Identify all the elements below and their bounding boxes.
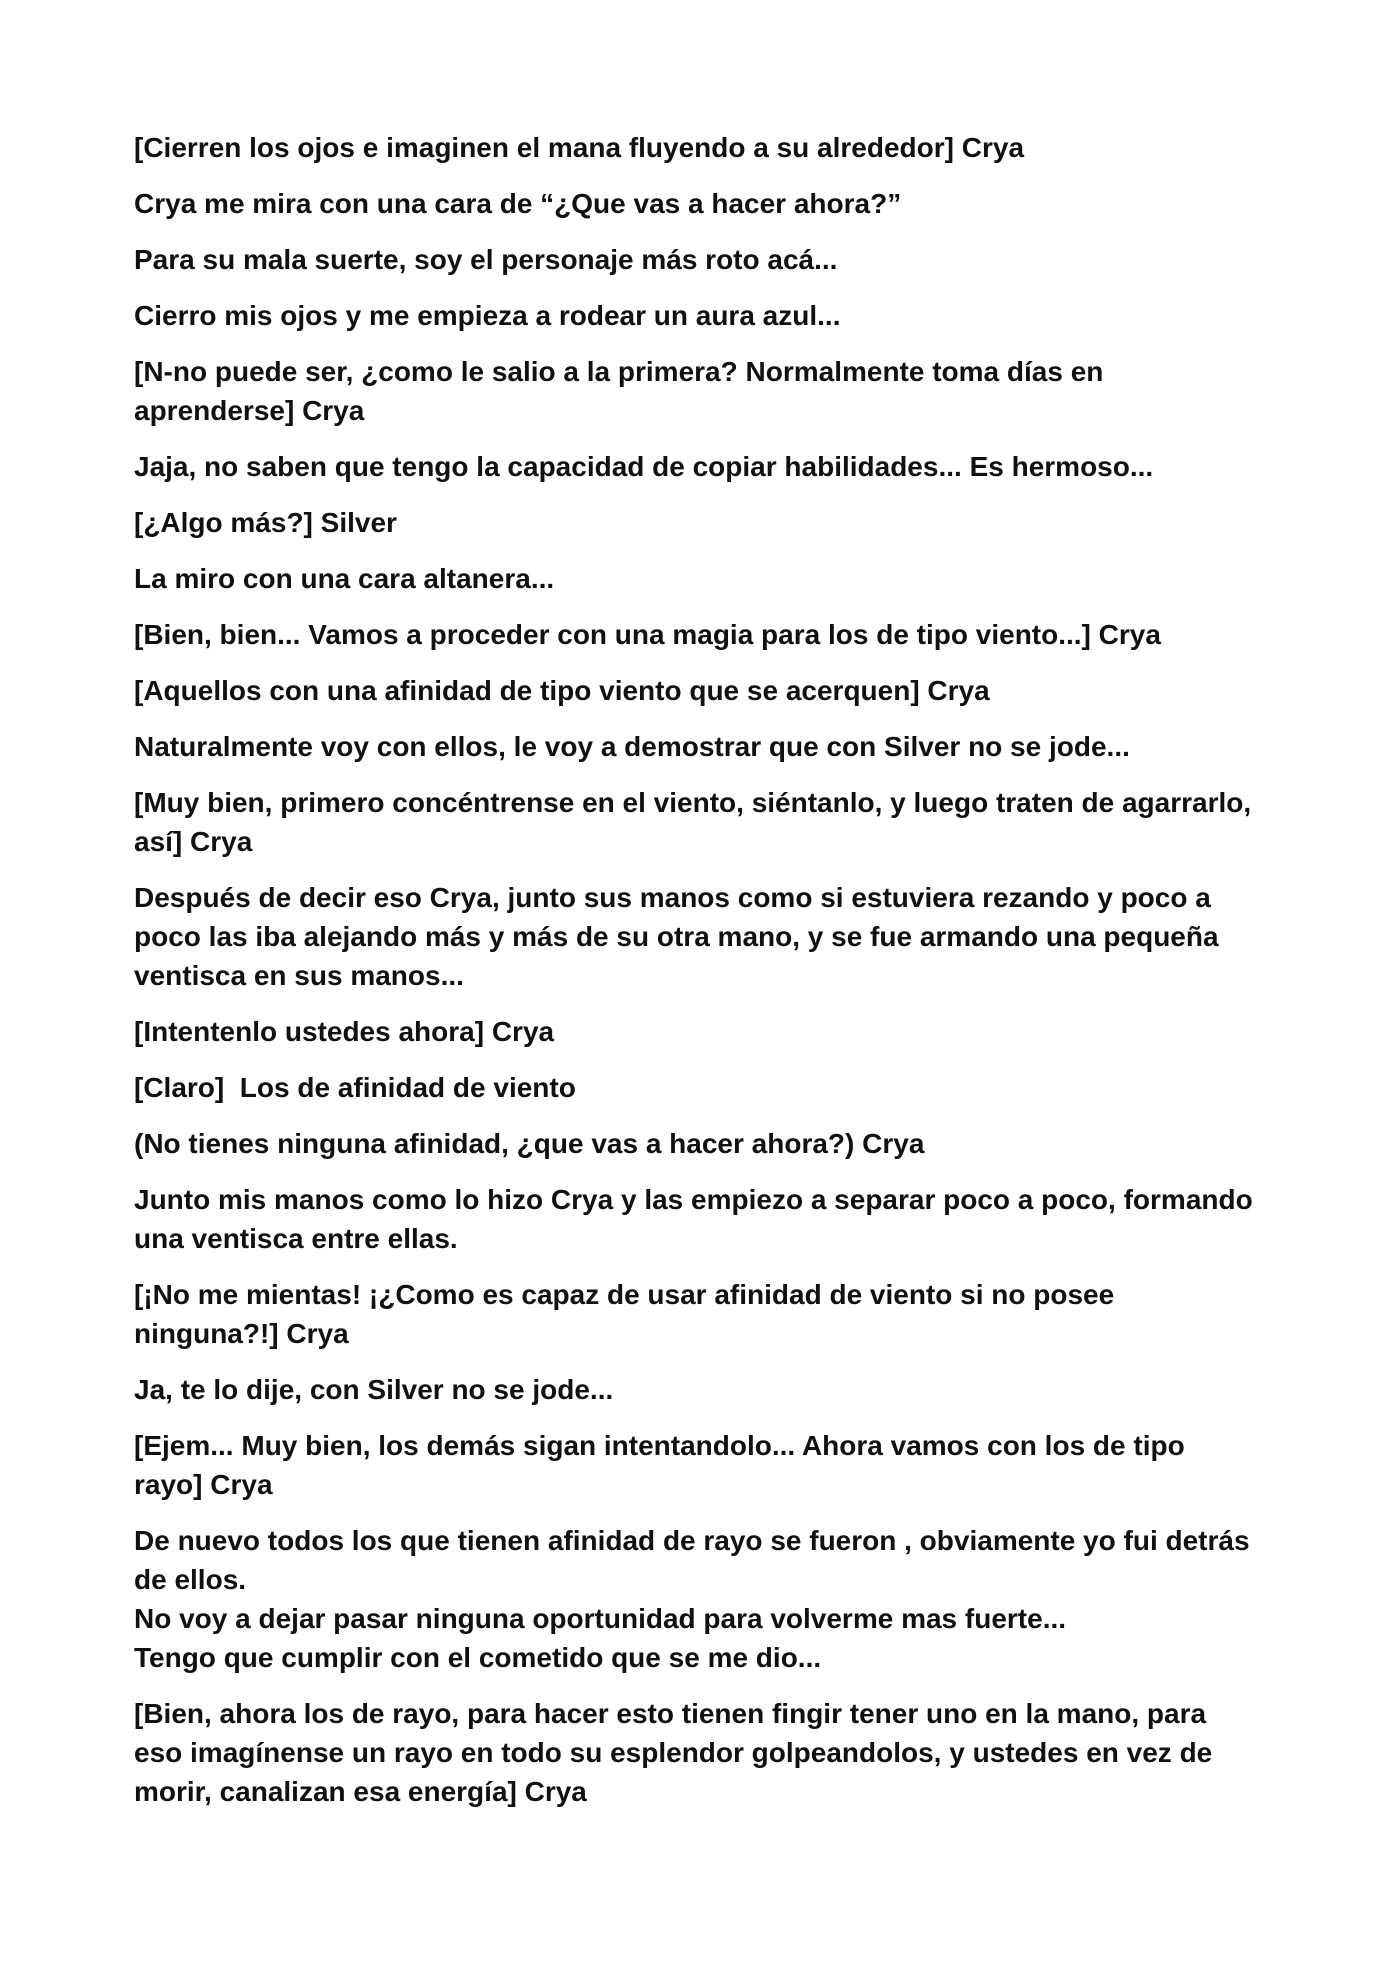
paragraph-18: [¡No me mientas! ¡¿Como es capaz de usar afinidad de viento si no posee ninguna?!] Crya <box>134 1279 1115 1349</box>
paragraph-14: [Intentenlo ustedes ahora] Crya <box>134 1016 555 1047</box>
paragraph-13: Después de decir eso Crya, junto sus manos como si estuviera rezando y poco a poco las iba alejando más y más de su otra mano, y se fue armando una pequeña ventisca en sus manos... <box>134 882 1219 991</box>
paragraph-17: Junto mis manos como lo hizo Crya y las empiezo a separar poco a poco, formando una ventisca entre ellas. <box>134 1184 1253 1254</box>
paragraph-16: (No tienes ninguna afinidad, ¿que vas a hacer ahora?) Crya <box>134 1128 925 1159</box>
paragraph-7: [¿Algo más?] Silver <box>134 507 397 538</box>
paragraph-6: Jaja, no saben que tengo la capacidad de copiar habilidades... Es hermoso... <box>134 451 1154 482</box>
paragraph-8: La miro con una cara altanera... <box>134 563 555 594</box>
document-body <box>134 128 1274 1828</box>
paragraph-20: [Ejem... Muy bien, los demás sigan intentandolo... Ahora vamos con los de tipo rayo] Crya <box>134 1430 1185 1500</box>
paragraph-4: Cierro mis ojos y me empieza a rodear un aura azul... <box>134 300 841 331</box>
paragraph-11: Naturalmente voy con ellos, le voy a demostrar que con Silver no se jode... <box>134 731 1130 762</box>
paragraph-10: [Aquellos con una afinidad de tipo viento que se acerquen] Crya <box>134 675 990 706</box>
paragraph-2: Crya me mira con una cara de “¿Que vas a hacer ahora?” <box>134 188 902 219</box>
paragraph-12: [Muy bien, primero concéntrense en el viento, siéntanlo, y luego traten de agarrarlo, así] Crya <box>134 787 1252 857</box>
paragraph-9: [Bien, bien... Vamos a proceder con una magia para los de tipo viento...] Crya <box>134 619 1161 650</box>
paragraph-1: [Cierren los ojos e imaginen el mana fluyendo a su alrededor] Crya <box>134 132 1025 163</box>
paragraph-3: Para su mala suerte, soy el personaje más roto acá... <box>134 244 838 275</box>
paragraph-19: Ja, te lo dije, con Silver no se jode... <box>134 1374 614 1405</box>
paragraph-21: De nuevo todos los que tienen afinidad de rayo se fueron , obviamente yo fui detrás de ellos. No voy a dejar pasar ninguna oportunidad para volverme mas fuerte... Tengo que cumplir con el cometido que se me dio... <box>134 1525 1250 1673</box>
paragraph-22: [Bien, ahora los de rayo, para hacer esto tienen fingir tener uno en la mano, para eso imagínense un rayo en todo su esplendor golpeandolos, y ustedes en vez de morir, canalizan esa energía] Crya <box>134 1698 1213 1807</box>
paragraph-5: [N-no puede ser, ¿como le salio a la primera? Normalmente toma días en aprenderse] Crya <box>134 356 1104 426</box>
paragraph-15: [Claro] Los de afinidad de viento <box>134 1072 576 1103</box>
